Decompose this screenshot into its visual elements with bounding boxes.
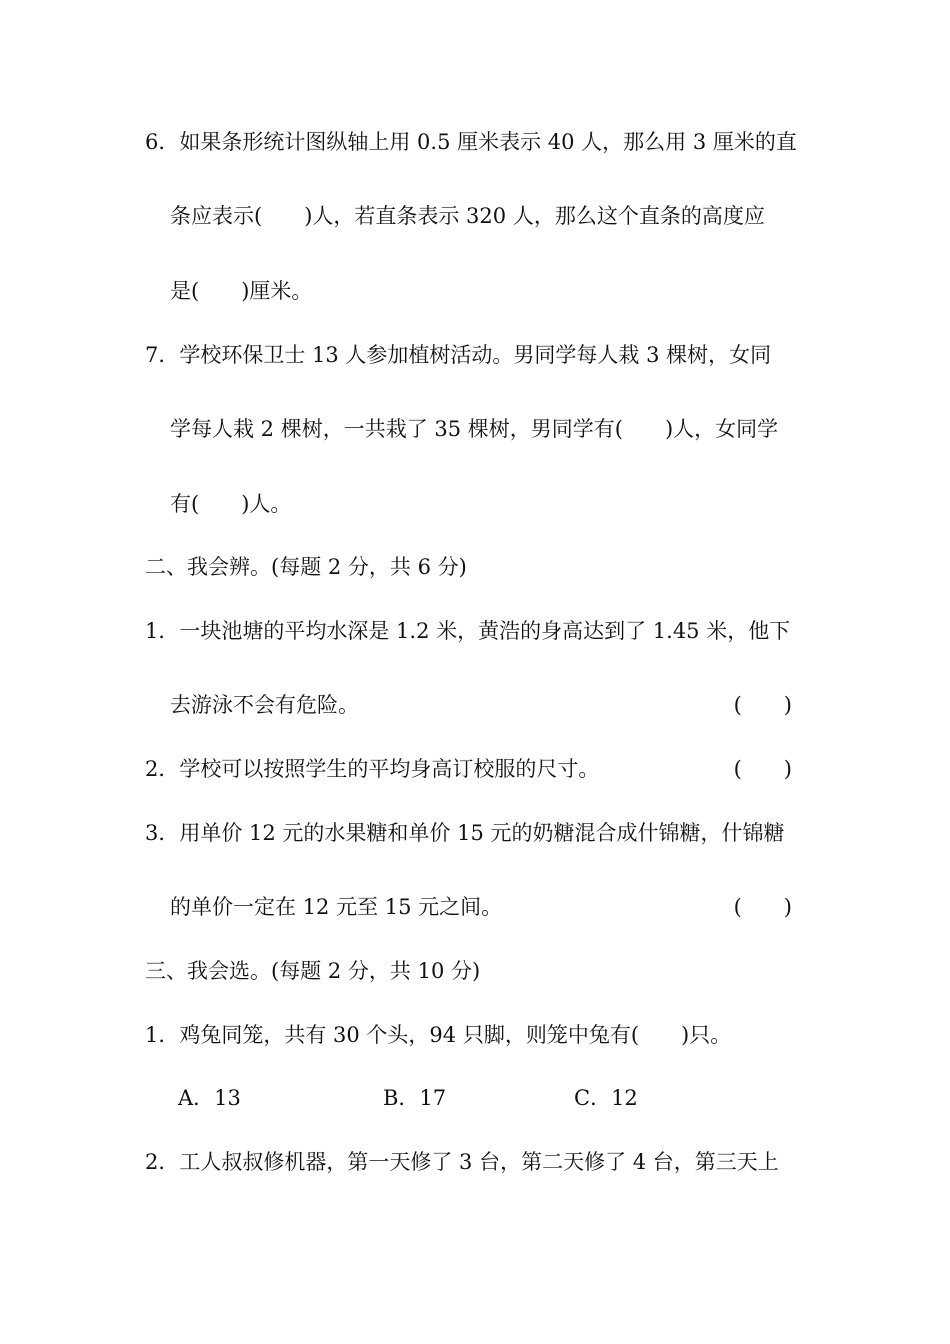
judge3-answer-bracket[interactable]: ( ) [733,895,792,919]
line-judge3-1: 3．用单价 12 元的水果糖和单价 15 元的奶糖混合成什锦糖，什锦糖 [145,821,785,845]
line-q7-2: 学每人栽 2 棵树，一共栽了 35 棵树，男同学有( )人，女同学 [170,417,779,441]
line-judge2: 2．学校可以按照学生的平均身高订校服的尺寸。 [145,757,600,781]
line-judge1-2: 去游泳不会有危险。 [170,693,359,717]
judge1-answer-bracket[interactable]: ( ) [733,693,792,717]
section-2-heading: 二、我会辨。(每题 2 分，共 6 分) [145,555,467,579]
line-q7-3: 有( )人。 [170,492,292,516]
section-3-heading: 三、我会选。(每题 2 分，共 10 分) [145,959,481,983]
line-choice2: 2．工人叔叔修机器，第一天修了 3 台，第二天修了 4 台，第三天上 [145,1150,779,1174]
line-q7-1: 7．学校环保卫士 13 人参加植树活动。男同学每人栽 3 棵树，女同 [145,343,772,367]
line-judge3-2: 的单价一定在 12 元至 15 元之间。 [170,895,503,919]
choice1-option-c[interactable]: C．12 [574,1086,638,1110]
line-choice1: 1．鸡兔同笼，共有 30 个头，94 只脚，则笼中兔有( )只。 [145,1023,732,1047]
choice1-option-b[interactable]: B．17 [383,1086,447,1110]
choice1-option-a[interactable]: A．13 [178,1086,241,1110]
line-judge1-1: 1．一块池塘的平均水深是 1.2 米，黄浩的身高达到了 1.45 米，他下 [145,619,791,643]
line-q6-3: 是( )厘米。 [170,279,313,303]
line-q6-2: 条应表示( )人，若直条表示 320 人，那么这个直条的高度应 [170,204,765,228]
line-q6-1: 6．如果条形统计图纵轴上用 0.5 厘米表示 40 人，那么用 3 厘米的直 [145,130,797,154]
judge2-answer-bracket[interactable]: ( ) [733,757,792,781]
